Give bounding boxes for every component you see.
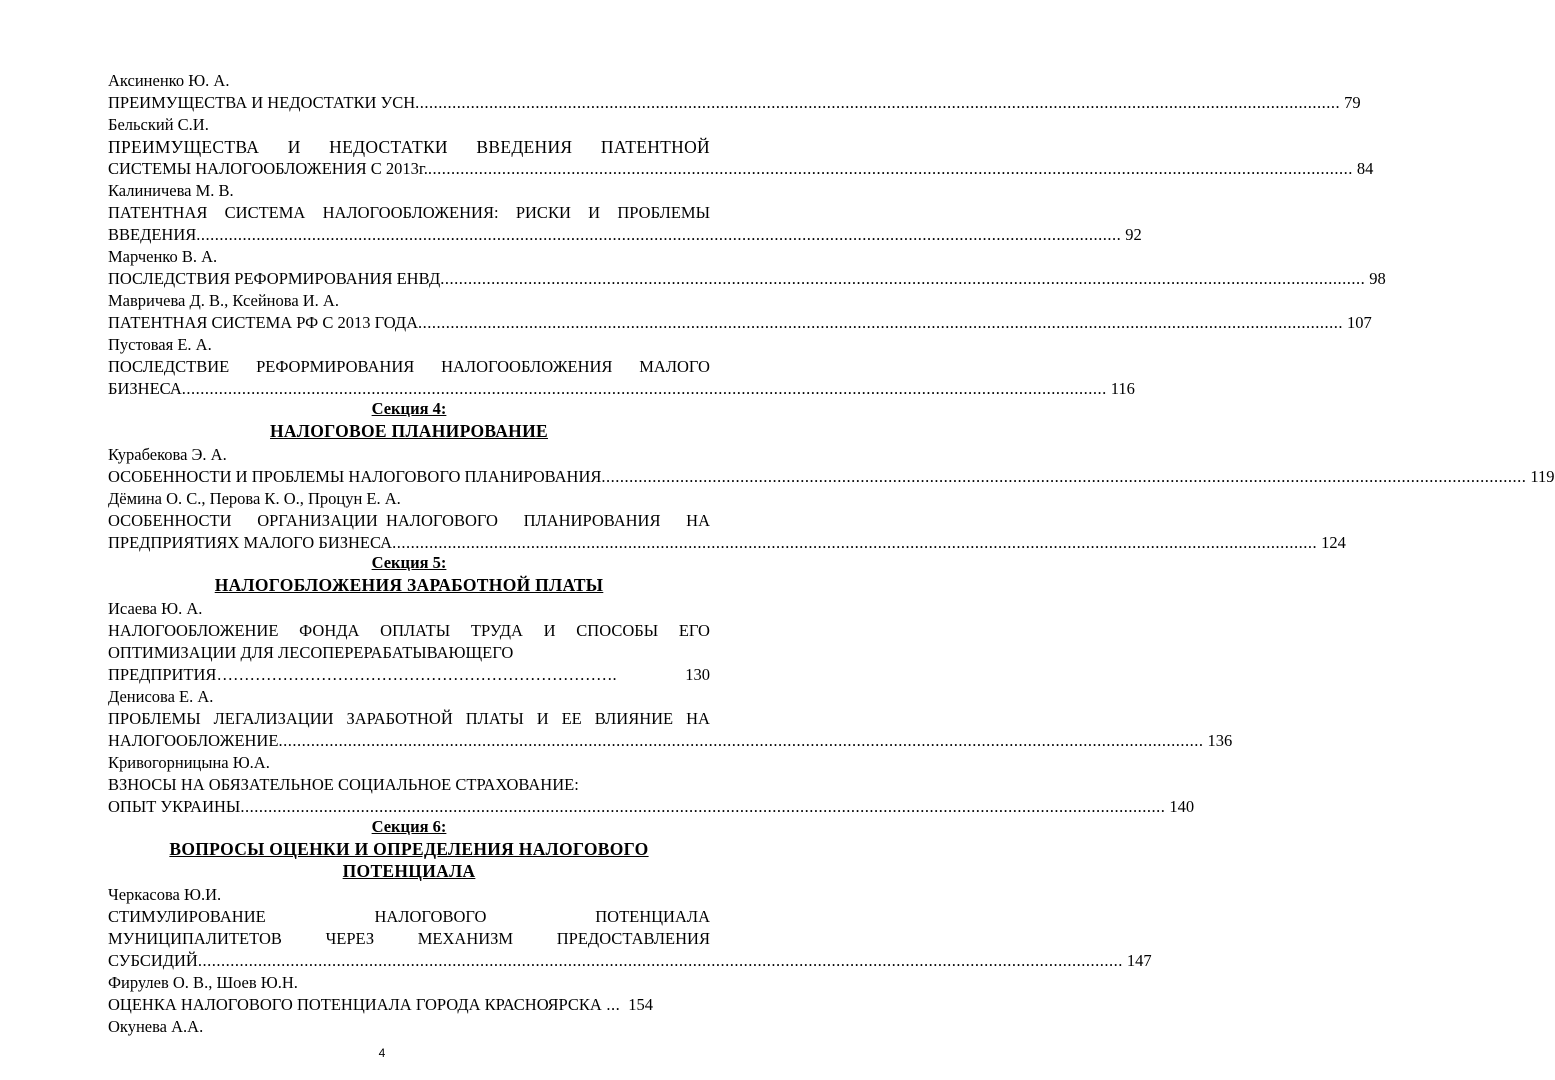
toc-title: ОЦЕНКА НАЛОГОВОГО ПОТЕНЦИАЛА ГОРОДА КРАСНОЯРСКА (108, 995, 602, 1014)
toc-page-number: 92 (1125, 225, 1142, 244)
toc-author: Исаева Ю. А. (108, 599, 203, 618)
toc-title-line: ПРЕИМУЩЕСТВА И НЕДОСТАТКИ ВВЕДЕНИЯ ПАТЕНТНОЙ (108, 137, 710, 157)
dot-leader: ........................................................................................................................................................................................................ (415, 93, 1341, 112)
section-title: НАЛОГОВОЕ ПЛАНИРОВАНИЕ (270, 421, 548, 441)
dot-leader: ........................................................................................................................................................................................................ (418, 313, 1343, 332)
section-label: Секция 6: (371, 817, 447, 836)
toc-entry[interactable] (108, 796, 1195, 818)
toc-title: СИСТЕМЫ НАЛОГООБЛОЖЕНИЯ С 2013г. (108, 159, 428, 178)
toc-page-number: 154 (628, 995, 654, 1014)
toc-title: БИЗНЕСА (108, 379, 182, 398)
section-label: Секция 5: (371, 553, 447, 572)
toc-title-line: ОСОБЕННОСТИ ОРГАНИЗАЦИИ НАЛОГОВОГО ПЛАНИРОВАНИЯ НА (108, 511, 710, 530)
toc-title: ПРЕИМУЩЕСТВА И НЕДОСТАТКИ УСН (108, 93, 416, 112)
toc-entry[interactable] (108, 92, 1361, 114)
toc-title-line: НАЛОГООБЛОЖЕНИЕ ФОНДА ОПЛАТЫ ТРУДА И СПОСОБЫ ЕГО (108, 621, 710, 640)
toc-entry[interactable] (108, 950, 1152, 972)
toc-author: Кривогорницына Ю.А. (108, 753, 270, 772)
toc-author: Калиничева М. В. (108, 181, 234, 200)
toc-page-number: 79 (1344, 93, 1361, 112)
dot-leader: ........................................................................................................................................................................................................ (197, 951, 1123, 970)
dot-leader: ........................................................................................................................................................................................................ (440, 269, 1366, 288)
toc-page-number: 147 (1126, 951, 1152, 970)
toc-title: ВВЕДЕНИЯ (108, 225, 197, 244)
section-title: ВОПРОСЫ ОЦЕНКИ И ОПРЕДЕЛЕНИЯ НАЛОГОВОГО (169, 839, 649, 859)
toc-title: ПРЕДПРИЯТИЯХ МАЛОГО БИЗНЕСА (108, 533, 393, 552)
dot-leader: ………………………………………………………………. (216, 665, 617, 684)
toc-author: Пустовая Е. А. (108, 335, 212, 354)
dot-leader: ........................................................................................................................................................................................................ (278, 731, 1204, 750)
toc-entry[interactable] (108, 378, 1135, 400)
toc-title: ОПЫТ УКРАИНЫ (108, 797, 241, 816)
toc-title: ОСОБЕННОСТИ И ПРОБЛЕМЫ НАЛОГОВОГО ПЛАНИРОВАНИЯ (108, 467, 602, 486)
toc-entry[interactable] (108, 994, 710, 1016)
toc-author: Фирулев О. В., Шоев Ю.Н. (108, 973, 298, 992)
section-title: НАЛОГОБЛОЖЕНИЯ ЗАРАБОТНОЙ ПЛАТЫ (214, 575, 604, 595)
toc-entry[interactable] (108, 224, 1142, 246)
toc-page-number: 140 (1169, 797, 1195, 816)
toc-page-number: 124 (1321, 533, 1346, 552)
toc-page-number: 130 (685, 665, 710, 684)
toc-entry[interactable] (108, 664, 710, 686)
toc-page-number: 107 (1347, 313, 1372, 332)
page-number: 4 (378, 1046, 386, 1060)
toc-title-line: СТИМУЛИРОВАНИЕ НАЛОГОВОГО ПОТЕНЦИАЛА (108, 907, 710, 926)
section-title: ПОТЕНЦИАЛА (342, 861, 476, 881)
toc-title-line: ПАТЕНТНАЯ СИСТЕМА НАЛОГООБЛОЖЕНИЯ: РИСКИ И ПРОБЛЕМЫ (108, 203, 710, 222)
toc-title-line: ПРОБЛЕМЫ ЛЕГАЛИЗАЦИИ ЗАРАБОТНОЙ ПЛАТЫ И ЕЕ ВЛИЯНИЕ НА (108, 709, 710, 728)
dot-leader: ........................................................................................................................................................................................................ (240, 797, 1166, 816)
toc-entry[interactable] (108, 730, 1233, 752)
toc-title-line: ОПТИМИЗАЦИИ ДЛЯ ЛЕСОПЕРЕРАБАТЫВАЮЩЕГО (108, 643, 514, 662)
dot-leader: ........................................................................................................................................................................................................ (181, 379, 1107, 398)
toc-page-number: 84 (1356, 159, 1374, 178)
dot-leader: ........................................................................................................................................................................................................ (601, 467, 1527, 486)
toc-author: Денисова Е. А. (108, 687, 214, 706)
toc-author: Курабекова Э. А. (108, 445, 227, 464)
toc-title: ПАТЕНТНАЯ СИСТЕМА РФ С 2013 ГОДА (108, 313, 418, 332)
dot-leader: ........................................................................................................................................................................................................ (392, 533, 1318, 552)
toc-author: Черкасова Ю.И. (108, 885, 222, 904)
toc-author: Дёмина О. С., Перова К. О., Процун Е. А. (108, 489, 401, 508)
toc-entry[interactable] (108, 268, 1386, 290)
toc-title: ПОСЛЕДСТВИЯ РЕФОРМИРОВАНИЯ ЕНВД (108, 269, 441, 288)
toc-entry[interactable] (108, 158, 1374, 180)
toc-author: Бельский С.И. (108, 115, 209, 134)
toc-author: Аксиненко Ю. А. (108, 71, 230, 90)
toc-author: Марченко В. А. (108, 247, 218, 266)
toc-page-number: 98 (1369, 269, 1386, 288)
dot-leader: ........................................................................................................................................................................................................ (196, 225, 1122, 244)
toc-title: СУБСИДИЙ (108, 951, 198, 970)
toc-page-number: 119 (1530, 467, 1555, 486)
toc-author: Мавричева Д. В., Ксейнова И. А. (108, 291, 339, 310)
toc-title: НАЛОГООБЛОЖЕНИЕ (108, 731, 279, 750)
toc-entry[interactable] (108, 312, 1372, 334)
toc-page-number: 136 (1207, 731, 1233, 750)
section-label: Секция 4: (371, 399, 447, 418)
dot-leader-short: ... (601, 995, 621, 1014)
toc-title-line: ВЗНОСЫ НА ОБЯЗАТЕЛЬНОЕ СОЦИАЛЬНОЕ СТРАХОВАНИЕ: (108, 775, 579, 794)
dot-leader: ........................................................................................................................................................................................................ (427, 159, 1353, 178)
toc-page-number: 116 (1110, 379, 1135, 398)
toc-title-line: ПОСЛЕДСТВИЕ РЕФОРМИРОВАНИЯ НАЛОГООБЛОЖЕНИЯ МАЛОГО (108, 357, 710, 376)
toc-title: ПРЕДПРИТИЯ (108, 665, 217, 684)
toc-title-line: МУНИЦИПАЛИТЕТОВ ЧЕРЕЗ МЕХАНИЗМ ПРЕДОСТАВЛЕНИЯ (108, 929, 710, 948)
toc-entry[interactable] (108, 466, 1555, 488)
toc-entry[interactable] (108, 532, 1346, 554)
toc-author: Окунева А.А. (108, 1017, 204, 1036)
